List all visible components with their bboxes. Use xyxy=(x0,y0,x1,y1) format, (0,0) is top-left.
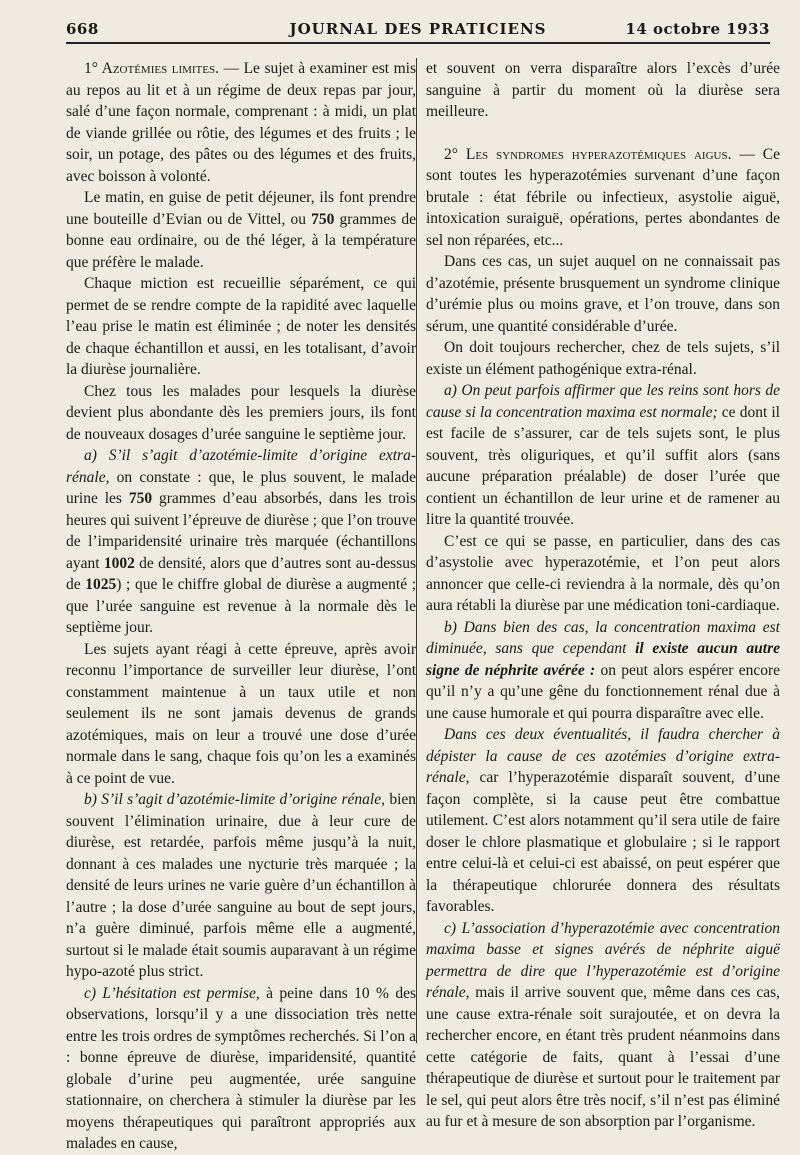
text-run: de densité, alors que d’autres sont au-dessus de xyxy=(66,554,416,593)
point-b-label: b) Dans bien des cas, la concentration maxima est diminuée, sans que cependant xyxy=(426,618,780,657)
text-run: ) ; que le chiffre global de diurèse a augmenté ; que l’urée sanguine est revenue à la normale dès le septième jour. xyxy=(66,576,416,636)
point-b-label: b) S’il s’agit d’azotémie-limite d’origine rénale, xyxy=(84,791,385,808)
text-run: car l’hyperazotémie disparaît souvent, d’une façon complète, si la cause peut être combattue utilement. C’est alors notamment qu’il sera utile de faire doser le chlore plasmatique et globulaire ; si le rapport entre celui-là et celui-ci est abaissé, on peut espérer que la thérapeutique chlorurée donnera des résultats favorables. xyxy=(426,769,780,915)
text-run: grammes d’eau absorbés, dans les trois heures qui suivent l’épreuve de diurèse ; que l’on trouve de l’imparidensité urinaire très marquée (échantillons ayant xyxy=(66,490,416,572)
running-header xyxy=(66,16,770,44)
text-run: à peine dans 10 % des observations, lorsqu’il y a une dissociation très nette entre les trois ordres de symptômes recherchés. Si l’on a : bonne épreuve de diurèse, imparidensité, quantité globale d’urine peu augmentée, urée sanguine stationnaire, on cherchera à stimuler la diurèse par les moyens thérapeutiques qui paraîtront appropriés aux malades en cause, xyxy=(66,984,416,1152)
text-run: ce dont il est facile de s’assurer, car de tels sujets sont, le plus souvent, très oliguriques, et qu’il suffit alors (sans aucune préparation préalable) de doser l’urée que contient un échantillon de leur urine et de ramener au litre la quantité trouvée. xyxy=(426,403,780,528)
section-2-heading: 2° Les syndromes hyperazotémiques aigus. xyxy=(444,145,732,163)
point-a-paragraph xyxy=(66,445,416,639)
point-b-paragraph xyxy=(66,789,416,983)
miction-paragraph: Chaque miction est recueillie séparément, ce qui permet de se rendre compte de la rapidité avec laquelle l’eau prise le matin est éliminée ; de noter les densités de chaque échantillon et aussi, en les totalisant, d’avoir la diurèse journalière. xyxy=(66,275,416,378)
right-column xyxy=(426,58,780,1133)
asystolie-paragraph: C’est ce qui se passe, en particulier, dans des cas d’asystolie avec hyperazotémie, et l’on peut alors annoncer que celle-ci reviendra à la normale, dès qu’on aura rétabli la diurèse par une médication toni-cardiaque. xyxy=(426,532,780,614)
extra-renal-paragraph: On doit toujours rechercher, chez de tels sujets, s’il existe un élément pathogénique extra-rénal. xyxy=(426,339,780,378)
point-a-label: a) S’il s’agit d’azotémie-limite d’origine extra-rénale, xyxy=(66,447,416,486)
quantity-750: 750 xyxy=(311,210,335,228)
continuation-paragraph: et souvent on verra disparaître alors l’excès d’urée sanguine à partir du moment où la diurèse sera meilleure. xyxy=(426,60,780,120)
text-run: on peut alors espérer encore qu’il n’y a qu’une gêne du fonctionnement rénal due à une cause humorale et qui pourra disparaître avec elle. xyxy=(426,661,780,722)
left-column xyxy=(66,58,416,1155)
text-run: mais il arrive souvent que, même dans ces cas, une cause extra-rénale soit surajoutée, et on devra la rechercher encore, en étant très prudent néanmoins dans cette catégorie de faits, quant à l’essai d’une thérapeutique de diurèse et surtout pour le traitement par le sel, qui peut alors être très nocif, s’il n’est pas éliminé au fur et à mesure de son absorption par l’organisme. xyxy=(426,984,780,1130)
column-divider xyxy=(416,58,417,1043)
issue-date: 14 octobre 1933 xyxy=(625,20,770,38)
urea-dosage-paragraph: Chez tous les malades pour lesquels la diurèse devient plus abondante dès les premiers jours, ils font de nouveaux dosages d’urée sanguine le septième jour. xyxy=(66,382,416,443)
breakfast-paragraph xyxy=(66,187,416,273)
density-1025: 1025 xyxy=(85,576,117,593)
journal-title: JOURNAL DES PRATICIENS xyxy=(289,20,547,38)
point-c-paragraph xyxy=(426,918,780,1133)
density-1002: 1002 xyxy=(103,554,135,572)
point-a-paragraph xyxy=(426,380,780,531)
text-run: bien souvent l’élimination urinaire, due à leur cure de diurèse, est retardée, parfois même jusqu’à la nuit, donnant à ces malades une nycturie très marquée ; la densité de leurs urines ne varie guère d’un échantillon à l’autre ; la dose d’urée sanguine au bout de sept jours, n’a guère diminué, parfois même elle a augmenté, surtout si le malade était soumis auparavant à un régime hypo-azoté plus strict. xyxy=(66,791,417,980)
point-c-label: c) L’hésitation est permise, xyxy=(84,984,260,1002)
section-1-paragraph xyxy=(66,58,416,187)
section-1-heading: 1° Azotémies limites. xyxy=(84,60,219,77)
uremia-paragraph: Dans ces cas, un sujet auquel on ne connaissait pas d’azotémie, présente brusquement un syndrome clinique d’urémie plus ou moins grave, et l’on trouve, dans son sérum, une quantité considérable d’urée. xyxy=(426,253,780,335)
two-cases-paragraph xyxy=(426,724,780,918)
text-run: Le matin, en guise de petit déjeuner, ils font prendre une bouteille d’Evian ou de Vittel, ou xyxy=(66,189,416,228)
text-run: on constate : que, le plus souvent, le malade urine les xyxy=(66,468,416,507)
section-2-paragraph xyxy=(426,144,780,252)
two-cases-label: Dans ces deux éventualités, il faudra chercher à dépister la cause de ces azotémies d’origine extra-rénale, xyxy=(426,726,780,786)
point-a-label: a) On peut parfois affirmer que les reins sont hors de cause si la concentration maxima est normale; xyxy=(426,382,780,421)
quantity-750: 750 xyxy=(128,490,153,507)
reaction-paragraph: Les sujets ayant réagi à cette épreuve, après avoir reconnu l’importance de surveiller leur diurèse, l’ont constamment maintenue à un taux utile et non seulement ils ne sont jamais devenus de grands azotémiques, mais on leur a trouvé une dose d’urée normale dans le sang, chaque fois qu’on les a examinés à ce point de vue. xyxy=(66,640,416,787)
text-run: grammes de bonne eau ordinaire, ou de thé léger, à la température que préfère le malade. xyxy=(66,210,416,271)
section-2-lead: — Ce sont toutes les hyperazotémies survenant d’une façon brutale : état fébrile ou infectieux, asystolie aiguë, intoxication suraiguë, opérations, pertes abondantes de sel non réparées, etc... xyxy=(426,145,780,249)
point-c-paragraph xyxy=(66,983,416,1155)
page-number: 668 xyxy=(66,20,99,38)
point-b-label-bold: il existe aucun autre signe de néphrite avérée : xyxy=(426,640,780,679)
section-1-lead: — Le sujet à examiner est mis au repos au lit et à un régime de deux repas par jour, salé d’une façon normale, comprenant : à midi, un plat de viande grillée ou rôtie, des légumes et des fruits ; le soir, un potage, des pâtes ou des légumes et des fruits, avec boisson à volonté. xyxy=(66,60,416,185)
point-b-paragraph xyxy=(426,617,780,725)
point-c-label: c) L’association d’hyperazotémie avec concentration maxima basse et signes avérés de néphrite aiguë permettra de dire que l’hyperazotémie est d’origine rénale, xyxy=(426,919,780,1001)
